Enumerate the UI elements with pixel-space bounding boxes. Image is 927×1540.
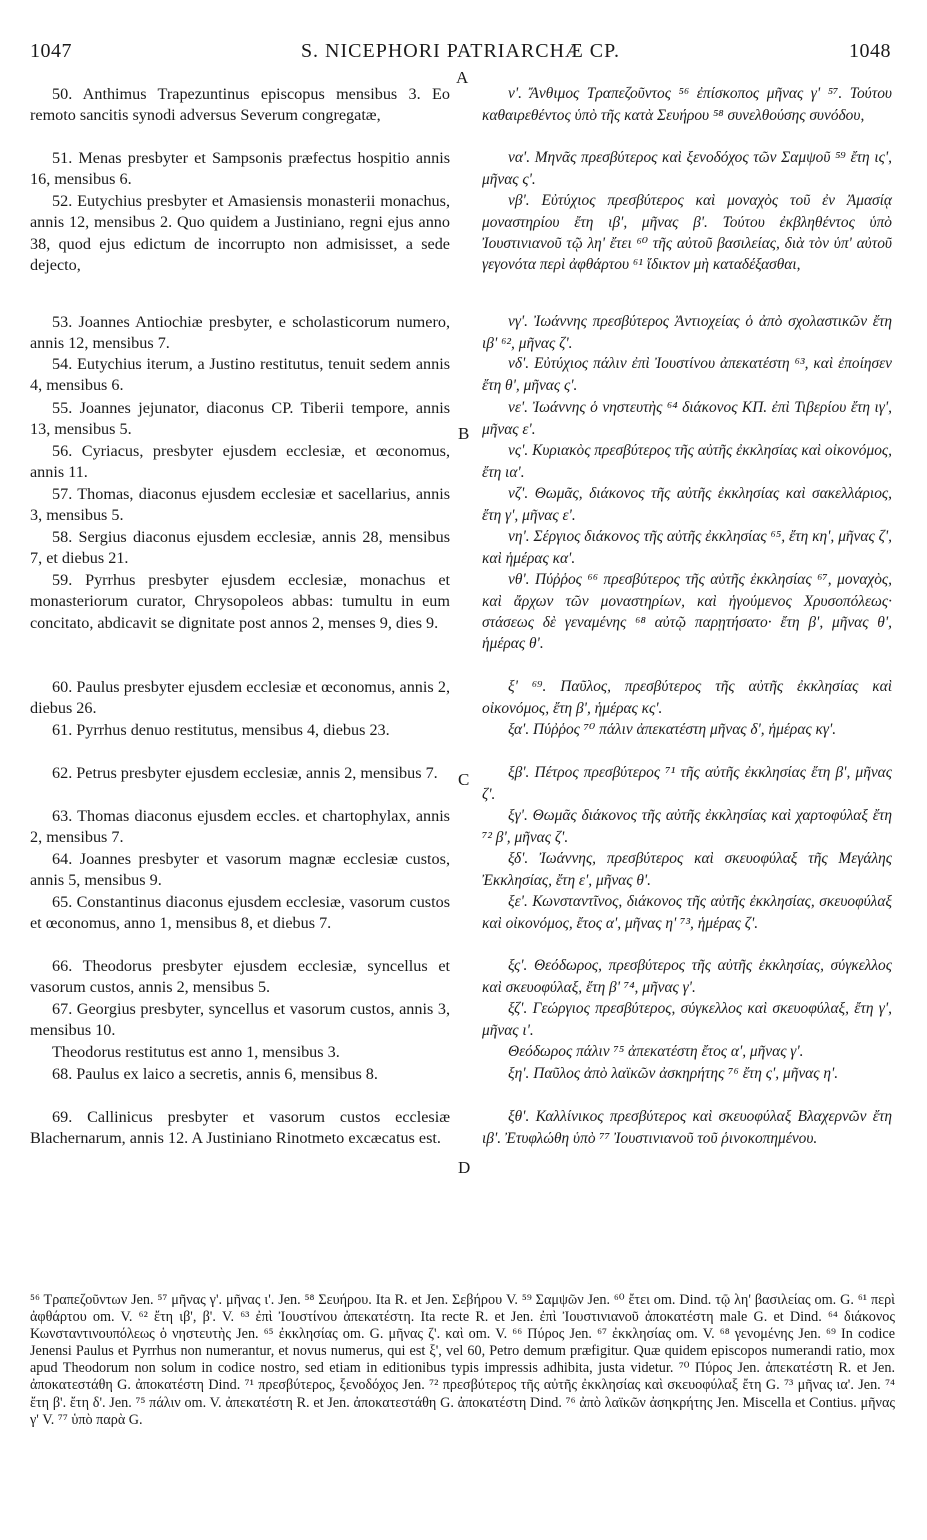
greek-entry-62: ξβ'. Πέτρος πρεσβύτερος ⁷¹ τῆς αὐτῆς ἐκκλησίας ἔτη β', μῆνας ζ'. bbox=[482, 764, 892, 803]
greek-entry-64: ξδ'. Ἰωάννης, πρεσβύτερος καὶ σκευοφύλαξ τῆς Μεγάλης Ἐκκλησίας, ἔτη ε', μῆνας θ'. bbox=[482, 850, 892, 889]
running-title: S. NICEPHORI PATRIARCHÆ CP. bbox=[300, 40, 621, 62]
latin-entry-57: 57. Thomas, diaconus ejusdem ecclesiæ et sacellarius, annis 3, mensibus 5. bbox=[30, 485, 450, 525]
greek-entry-69: ξθ'. Καλλίνικος πρεσβύτερος καὶ σκευοφύλαξ Βλαχερνῶν ἔτη ιβ'. Ἐτυφλώθη ὑπὸ ⁷⁷ Ἰουστινιανοῦ τοῦ ῥινοκοπημένου. bbox=[482, 1108, 892, 1147]
latin-entry-50: 50. Anthimus Trapezuntinus episcopus mensibus 3. Eo remoto sancitis synodi adversus Severum congregatæ, bbox=[30, 85, 450, 125]
greek-entry-63: ξγ'. Θωμᾶς διάκονος τῆς αὐτῆς ἐκκλησίας καὶ χαρτοφύλαξ ἔτη ⁷² β', μῆνας ζ'. bbox=[482, 807, 892, 846]
page-number-left: 1047 bbox=[30, 40, 72, 62]
greek-entry-51: να'. Μηνᾶς πρεσβύτερος καὶ ξενοδόχος τῶν Σαμψοῦ ⁵⁹ ἔτη ις', μῆνας ς'. bbox=[482, 149, 892, 188]
greek-entry-58: νη'. Σέργιος διάκονος τῆς αὐτῆς ἐκκλησίας ⁶⁵, ἔτη κη', μῆνας ζ', καὶ ἡμέρας κα'. bbox=[482, 528, 892, 567]
greek-entry-52: νβ'. Εὐτύχιος πρεσβύτερος καὶ μοναχὸς τοῦ ἐν Ἀμασίᾳ μοναστηρίου ἔτη ιβ', μῆνας β'. Τούτου ἐκβληθέντος ὑπὸ Ἰουστινιανοῦ τῷ λη' ἔτει ⁶⁰ τῆς αὐτοῦ βασιλείας, διὰ τὸν ὑπ' αὐτοῦ γεγονότα περὶ ἀφθάρτου ⁶¹ ἴδικτον μὴ καταδέξασθαι, bbox=[482, 192, 892, 274]
greek-entry-50: ν'. Ἄνθιμος Τραπεζοῦντος ⁵⁶ ἐπίσκοπος μῆνας γ' ⁵⁷. Τούτου καθαιρεθέντος ὑπὸ τῆς κατὰ Σευήρου ⁵⁸ συνελθούσης συνόδου, bbox=[482, 85, 892, 124]
greek-entry-60: ξ' ⁶⁹. Παῦλος, πρεσβύτερος τῆς αὐτῆς ἐκκλησίας καὶ οἰκονόμος, ἔτη β', ἡμέρας κς'. bbox=[482, 678, 892, 717]
latin-entry-67: 67. Georgius presbyter, syncellus et vasorum custos, annis 3, mensibus 10. bbox=[30, 1000, 450, 1040]
latin-entry-60: 60. Paulus presbyter ejusdem ecclesiæ et œconomus, annis 2, diebus 26. bbox=[30, 678, 450, 718]
latin-entry-51: 51. Menas presbyter et Sampsonis præfectus hospitio annis 16, mensibus 6. bbox=[30, 149, 450, 189]
latin-entry-62: 62. Petrus presbyter ejusdem ecclesiæ, annis 2, mensibus 7. bbox=[52, 764, 438, 783]
margin-letter-c: C bbox=[458, 770, 470, 789]
margin-letter-a: A bbox=[456, 68, 469, 87]
latin-entry-54: 54. Eutychius iterum, a Justino restitutus, tenuit sedem annis 4, mensibus 6. bbox=[30, 355, 450, 395]
latin-entry-68: 68. Paulus ex laico a secretis, annis 6, mensibus 8. bbox=[52, 1065, 378, 1084]
greek-entry-53: νγ'. Ἰωάννης πρεσβύτερος Ἀντιοχείας ὁ ἀπὸ σχολαστικῶν ἔτη ιβ' ⁶², μῆνας ζ'. bbox=[482, 313, 892, 352]
latin-entry-64: 64. Joannes presbyter et vasorum magnæ ecclesiæ custos, annis 5, mensibus 9. bbox=[30, 850, 450, 890]
latin-entry-55: 55. Joannes jejunator, diaconus CP. Tiberii tempore, annis 13, mensibus 5. bbox=[30, 399, 450, 439]
latin-entry-69: 69. Callinicus presbyter et vasorum custos ecclesiæ Blachernarum, annis 12. A Justiniano Rinotmeto excæcatus est. bbox=[30, 1108, 450, 1148]
margin-letter-b: B bbox=[458, 424, 470, 443]
page-number-right: 1048 bbox=[849, 40, 891, 62]
greek-entry-67: ξζ'. Γεώργιος πρεσβύτερος, σύγκελλος καὶ σκευοφύλαξ, ἔτη γ', μῆνας ι'. bbox=[482, 1000, 892, 1039]
footnotes: ⁵⁶ Τραπεζοῦντων Jen. ⁵⁷ μῆνας γ'. μῆνας ι'. Jen. ⁵⁸ Σευήρου. Ita R. et Jen. Σεβήρου V. ⁵⁹ Σαμψῶν Jen. ⁶⁰ ἔτει om. Dind. τῷ λη' βασιλείας om. G. ⁶¹ περὶ ἀφθάρτου om. V. ⁶² ἔτη ιβ', β'. V. ⁶³ ἐπὶ Ἰουστίνου ἀπεκατέστη. Ita recte R. et Jen. ἐπὶ Ἰουστινιανοῦ ἀποκατέστη male G. et Dind. ⁶⁴ διάκονος Κωνσταντινουπόλεως ὁ νηστευτὴς Jen. ⁶⁵ ἐκκλησίας om. G. μῆνας ζ'. καὶ om. V. ⁶⁶ Πύρος Jen. ⁶⁷ ἐκκλησίας om. V. ⁶⁸ γενομένης Jen. ⁶⁹ In codice Jenensi Paulus et Pyrrhus non numerantur, et novus numerus, qui est ξ', vel 60, Petro demum præfigitur. Quæ quidem episcopos numerandi ratio, mox apud Theodorum non solum in codice nostro, sed etiam in editionibus typis impressis adhibita, justa videtur. ⁷⁰ Πύρος Jen. ἀπεκατέστη R. et Jen. ἀποκατεστάθη G. ἀποκατέστη Dind. ⁷¹ πρεσβύτερος, ξενοδόχος Jen. ⁷² πρεσβύτερος τῆς αὐτῆς ἐκκλησίας καὶ σκευοφύλαξ ἔτη G. ⁷³ μῆνας ια'. Jen. ⁷⁴ ἔτη β'. ἔτη δ'. Jen. ⁷⁵ πάλιν om. V. ἀπεκατέστη R. et Jen. ἀποκατεστάθη G. ἀποκατέστη Dind. ⁷⁶ ἀπὸ λαϊκῶν ἀσηκρήτης Jen. Miscella et Contius. μῆνας γ' V. ⁷⁷ ὑπὸ παρὰ G. bbox=[30, 1292, 895, 1428]
latin-entry-59: 59. Pyrrhus presbyter ejusdem ecclesiæ, monachus et monasteriorum curator, Chrysopoleos abbas: tumultu in eum concitato, abdicavit se dignitate post annos 2, menses 9, dies 9. bbox=[30, 571, 450, 632]
greek-entry-57: νζ'. Θωμᾶς, διάκονος τῆς αὐτῆς ἐκκλησίας καὶ σακελλάριος, ἔτη γ', μῆνας ε'. bbox=[482, 485, 892, 524]
greek-entry-68: ξη'. Παῦλος ἀπὸ λαϊκῶν ἀσκηρήτης ⁷⁶ ἔτη ς', μῆνας η'. bbox=[508, 1065, 839, 1083]
latin-entry-53: 53. Joannes Antiochiæ presbyter, e scholasticorum numero, annis 12, mensibus 7. bbox=[30, 313, 450, 353]
latin-entry-66: 66. Theodorus presbyter ejusdem ecclesiæ, syncellus et vasorum custos, annis 2, mensibus 5. bbox=[30, 957, 450, 997]
greek-entry-54: νδ'. Εὐτύχιος πάλιν ἐπὶ Ἰουστίνου ἀπεκατέστη ⁶³, καὶ ἐποίησεν ἔτη θ', μῆνας ς'. bbox=[482, 355, 892, 394]
latin-entry-56: 56. Cyriacus, presbyter ejusdem ecclesiæ, et œconomus, annis 11. bbox=[30, 442, 450, 482]
latin-entry-52: 52. Eutychius presbyter et Amasiensis monasterii monachus, annis 12, mensibus 2. Quo quidem a Justiniano, regni ejus anno 38, quod ejus edictum de incorrupto non admisisset, a sede dejecto, bbox=[30, 192, 450, 275]
latin-entry-theodorus: Theodorus restitutus est anno 1, mensibus 3. bbox=[52, 1043, 340, 1062]
greek-entry-56: νς'. Κυριακὸς πρεσβύτερος τῆς αὐτῆς ἐκκλησίας καὶ οἰκονόμος, ἔτη ια'. bbox=[482, 442, 893, 481]
greek-entry-61: ξα'. Πύῤῥος ⁷⁰ πάλιν ἀπεκατέστη μῆνας δ', ἡμέρας κγ'. bbox=[508, 721, 837, 739]
greek-entry-55: νε'. Ἰωάννης ὁ νηστευτὴς ⁶⁴ διάκονος ΚΠ. ἐπὶ Τιβερίου ἔτη ιγ', μῆνας ε'. bbox=[482, 399, 892, 438]
latin-entry-58: 58. Sergius diaconus ejusdem ecclesiæ, annis 28, mensibus 7, et diebus 21. bbox=[30, 528, 450, 568]
page-header bbox=[30, 40, 891, 66]
greek-entry-65: ξε'. Κωνσταντῖνος, διάκονος τῆς αὐτῆς ἐκκλησίας, σκευοφύλαξ καὶ οἰκονόμος, ἔτος α', μῆνας η' ⁷³, ἡμέρας ζ'. bbox=[482, 893, 892, 932]
greek-entry-59: νθ'. Πύῤῥος ⁶⁶ πρεσβύτερος τῆς αὐτῆς ἐκκλησίας ⁶⁷, μοναχὸς, καὶ ἄρχων τῶν μοναστηρίων, καὶ ἡγούμενος Χρυσοπόλεως· στάσεως δὲ γεναμένης ⁶⁸ αὐτῷ παρῃτήσατο· ἔτη β', μῆνας θ', ἡμέρας θ'. bbox=[482, 571, 892, 653]
margin-letter-d: D bbox=[458, 1158, 471, 1177]
greek-entry-66: ξς'. Θεόδωρος, πρεσβύτερος τῆς αὐτῆς ἐκκλησίας, σύγκελλος καὶ σκευοφύλαξ, ἔτη β' ⁷⁴, μῆνας γ'. bbox=[482, 957, 892, 996]
latin-entry-65: 65. Constantinus diaconus ejusdem ecclesiæ, vasorum custos et œconomus, anno 1, mensibus 8, et diebus 7. bbox=[30, 893, 450, 933]
latin-entry-63: 63. Thomas diaconus ejusdem eccles. et chartophylax, annis 2, mensibus 7. bbox=[30, 807, 450, 847]
latin-entry-61: 61. Pyrrhus denuo restitutus, mensibus 4, diebus 23. bbox=[52, 721, 390, 740]
greek-entry-theodorus: Θεόδωρος πάλιν ⁷⁵ ἀπεκατέστη ἔτος α', μῆνας γ'. bbox=[508, 1043, 804, 1061]
